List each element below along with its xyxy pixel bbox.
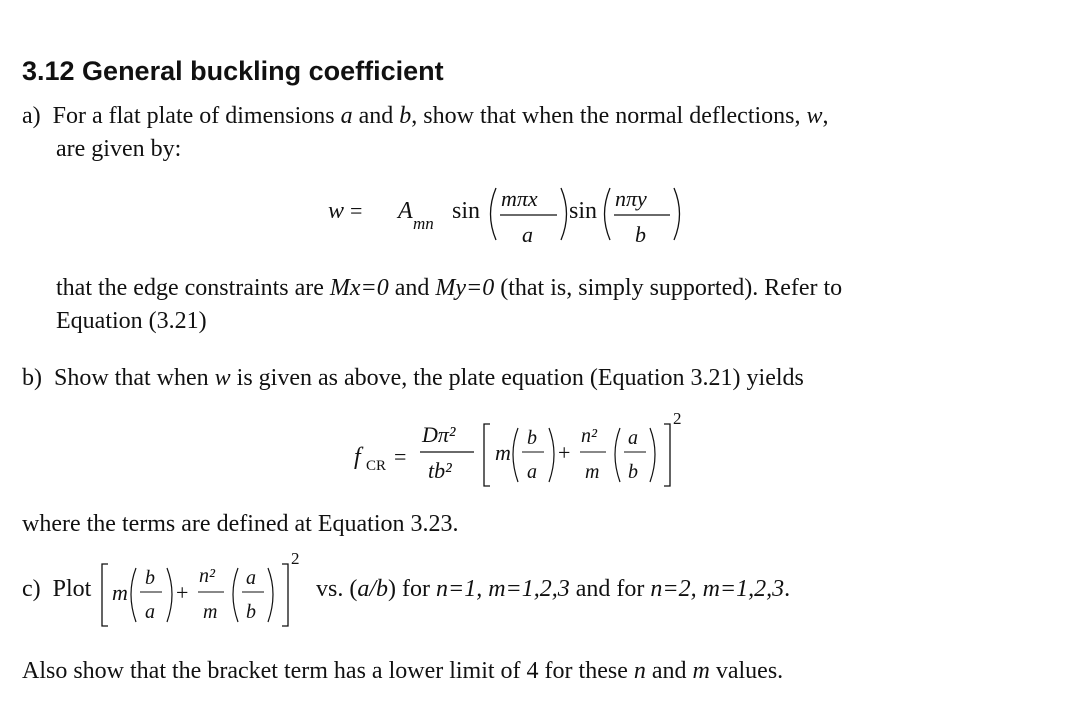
eq2-a2: a — [628, 427, 638, 449]
c-paren-r-1 — [167, 568, 172, 622]
paren-left-1 — [491, 188, 497, 240]
also-text-2: for these — [544, 658, 628, 684]
part-c-label: c) — [22, 576, 41, 602]
paren-right-2 — [674, 188, 680, 240]
eq1-sin-2: sin — [569, 198, 598, 224]
part-b-label: b) — [22, 365, 42, 391]
part-c-rest — [316, 576, 790, 603]
equation-deflection — [320, 178, 740, 258]
also-line — [22, 658, 783, 685]
eq2-paren-r-1 — [549, 428, 554, 482]
c-square: 2 — [291, 549, 300, 568]
var-b: b — [399, 103, 412, 129]
eq2-den: tb² — [428, 458, 452, 483]
part-a-line-4: Equation (3.21) — [56, 308, 207, 334]
var-w: w — [806, 103, 823, 129]
part-a-line-3 — [56, 275, 842, 302]
section-heading: 3.12 General buckling coefficient — [22, 56, 444, 86]
period: . — [784, 576, 791, 602]
eq1-num-1: mπx — [501, 186, 538, 211]
c-m2: m — [203, 601, 218, 623]
paren-left-2 — [605, 188, 611, 240]
after-text-1: that the edge constraints are — [56, 275, 324, 301]
part-c-start — [22, 576, 91, 603]
eq1-w: w — [328, 198, 345, 224]
eq2-m: m — [495, 440, 511, 465]
eq1-sin-1: sin — [452, 198, 481, 224]
eq1-equals: = — [350, 198, 363, 223]
eq2-cr: CR — [366, 458, 387, 474]
part-b-text-2: is given as above, the plate equation (Equation 3.21) yields — [236, 365, 804, 391]
c-paren-r-2 — [268, 568, 273, 622]
var-a: a — [340, 103, 353, 129]
eq2-f: f — [354, 444, 361, 470]
part-b-after: where the terms are defined at Equation 3.23. — [22, 511, 459, 537]
four: 4 — [526, 658, 539, 684]
part-a-label: a) — [22, 103, 41, 129]
eq1-num-2: nπy — [615, 186, 647, 211]
eq2-paren-l-1 — [513, 428, 518, 482]
eq2-paren-l-2 — [615, 428, 620, 482]
also-text-3: values. — [715, 658, 784, 684]
eq2-bracket-left — [484, 424, 490, 486]
c-b: b — [145, 567, 155, 589]
part-b-line-1 — [22, 365, 804, 392]
var-m: m — [692, 658, 710, 684]
eq1-A: A — [398, 198, 413, 224]
eq2-a: a — [527, 461, 537, 483]
c-paren-l-1 — [131, 568, 136, 622]
eq2-b2: b — [628, 461, 638, 483]
eq2-num: Dπ² — [422, 422, 456, 447]
eq1-mn: mn — [413, 214, 434, 233]
part-a-text-2: , show that when the normal deflections, — [411, 103, 801, 129]
also-text-1: Also show that the bracket term has a lower limit of — [22, 658, 521, 684]
eq2-paren-r-2 — [650, 428, 655, 482]
ab-ratio: a/b — [357, 576, 389, 602]
eq2-equals: = — [394, 444, 407, 469]
var-n: n — [633, 658, 646, 684]
c-bracket-left — [102, 564, 108, 626]
equation-fcr — [340, 402, 710, 494]
eq1-den-2: b — [635, 222, 646, 247]
equation-bracket-term — [98, 548, 318, 634]
and-word-2: and — [394, 275, 430, 301]
part-a-text: For a flat plate of dimensions — [52, 103, 335, 129]
eq2-b: b — [527, 427, 537, 449]
mx-condition: Mx=0 — [329, 275, 389, 301]
part-a-line-2: are given by: — [56, 136, 182, 162]
eq1-den-1: a — [522, 222, 533, 247]
eq2-n2: n² — [581, 425, 597, 447]
c-bracket-right — [282, 564, 288, 626]
and-for: and for — [575, 576, 645, 602]
n2-set: n=2, m=1,2,3 — [650, 576, 785, 602]
c-paren-l-2 — [233, 568, 238, 622]
part-a-line-1 — [22, 103, 829, 130]
var-w-b: w — [214, 365, 231, 391]
c-m: m — [112, 580, 128, 605]
c-a2: a — [246, 567, 256, 589]
eq2-plus: + — [558, 440, 571, 465]
after-text-2: (that is, simply supported). Refer to — [500, 275, 843, 301]
plot-word: Plot — [52, 576, 92, 602]
also-and: and — [651, 658, 687, 684]
vs-text: vs. ( — [316, 576, 358, 602]
c-b2: b — [246, 601, 256, 623]
c-plus: + — [176, 580, 189, 605]
comma: , — [822, 103, 829, 129]
c-a: a — [145, 601, 155, 623]
c-n2: n² — [199, 565, 215, 587]
my-condition: My=0 — [435, 275, 495, 301]
eq2-square: 2 — [673, 409, 682, 428]
close-text: ) for — [388, 576, 430, 602]
and-word: and — [358, 103, 394, 129]
paren-right-1 — [561, 188, 567, 240]
part-b-text-1: Show that when — [54, 365, 209, 391]
n1-set: n=1, m=1,2,3 — [436, 576, 570, 602]
eq2-bracket-right — [664, 424, 670, 486]
eq2-m2: m — [585, 461, 600, 483]
